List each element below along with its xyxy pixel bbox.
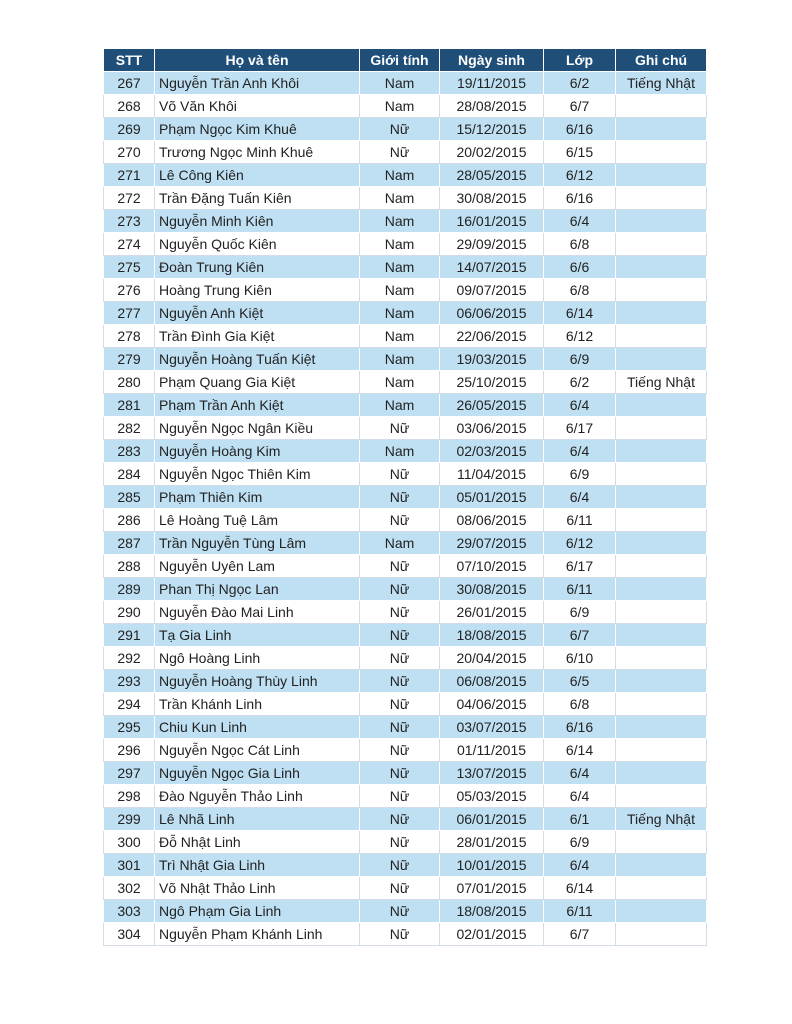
cell-name: Nguyễn Hoàng Kim xyxy=(155,440,360,463)
cell-birthdate: 13/07/2015 xyxy=(440,762,544,785)
cell-name: Ngô Phạm Gia Linh xyxy=(155,900,360,923)
cell-stt: 267 xyxy=(104,72,155,95)
cell-name: Tạ Gia Linh xyxy=(155,624,360,647)
table-row xyxy=(104,325,707,348)
table-row xyxy=(104,647,707,670)
cell-class: 6/11 xyxy=(544,578,616,601)
cell-name: Nguyễn Ngọc Cát Linh xyxy=(155,739,360,762)
cell-birthdate: 06/06/2015 xyxy=(440,302,544,325)
cell-gender: Nam xyxy=(360,325,440,348)
table-row xyxy=(104,417,707,440)
cell-class: 6/15 xyxy=(544,141,616,164)
cell-class: 6/1 xyxy=(544,808,616,831)
cell-birthdate: 28/05/2015 xyxy=(440,164,544,187)
cell-class: 6/12 xyxy=(544,164,616,187)
cell-note xyxy=(616,256,707,279)
cell-class: 6/7 xyxy=(544,95,616,118)
cell-note xyxy=(616,647,707,670)
cell-name: Trần Đặng Tuấn Kiên xyxy=(155,187,360,210)
cell-stt: 284 xyxy=(104,463,155,486)
table-row xyxy=(104,302,707,325)
cell-gender: Nam xyxy=(360,532,440,555)
cell-class: 6/17 xyxy=(544,555,616,578)
table-row xyxy=(104,762,707,785)
table-row xyxy=(104,923,707,946)
cell-stt: 269 xyxy=(104,118,155,141)
cell-gender: Nữ xyxy=(360,693,440,716)
cell-stt: 297 xyxy=(104,762,155,785)
cell-stt: 275 xyxy=(104,256,155,279)
cell-class: 6/4 xyxy=(544,762,616,785)
cell-note xyxy=(616,624,707,647)
cell-name: Hoàng Trung Kiên xyxy=(155,279,360,302)
table-row xyxy=(104,739,707,762)
table-row xyxy=(104,854,707,877)
cell-gender: Nam xyxy=(360,187,440,210)
table-row xyxy=(104,532,707,555)
table-row xyxy=(104,141,707,164)
table-row xyxy=(104,624,707,647)
cell-class: 6/9 xyxy=(544,463,616,486)
table-row xyxy=(104,95,707,118)
table-row xyxy=(104,164,707,187)
cell-birthdate: 02/03/2015 xyxy=(440,440,544,463)
cell-gender: Nam xyxy=(360,256,440,279)
cell-name: Trần Nguyễn Tùng Lâm xyxy=(155,532,360,555)
table-header-row xyxy=(104,49,707,72)
cell-stt: 276 xyxy=(104,279,155,302)
column-header-gender: Giới tính xyxy=(360,49,440,72)
table-row xyxy=(104,785,707,808)
column-header-class: Lớp xyxy=(544,49,616,72)
cell-gender: Nữ xyxy=(360,601,440,624)
cell-stt: 304 xyxy=(104,923,155,946)
cell-note xyxy=(616,601,707,624)
cell-name: Lê Nhã Linh xyxy=(155,808,360,831)
cell-birthdate: 16/01/2015 xyxy=(440,210,544,233)
cell-gender: Nữ xyxy=(360,141,440,164)
cell-note xyxy=(616,831,707,854)
cell-class: 6/14 xyxy=(544,739,616,762)
cell-birthdate: 19/03/2015 xyxy=(440,348,544,371)
table-row xyxy=(104,601,707,624)
cell-birthdate: 28/08/2015 xyxy=(440,95,544,118)
cell-stt: 293 xyxy=(104,670,155,693)
column-header-stt: STT xyxy=(104,49,155,72)
cell-class: 6/4 xyxy=(544,210,616,233)
cell-note xyxy=(616,417,707,440)
cell-birthdate: 05/03/2015 xyxy=(440,785,544,808)
cell-note xyxy=(616,509,707,532)
table-row xyxy=(104,233,707,256)
cell-stt: 278 xyxy=(104,325,155,348)
cell-birthdate: 18/08/2015 xyxy=(440,624,544,647)
cell-name: Đỗ Nhật Linh xyxy=(155,831,360,854)
cell-birthdate: 20/02/2015 xyxy=(440,141,544,164)
table-row xyxy=(104,555,707,578)
cell-stt: 303 xyxy=(104,900,155,923)
cell-name: Nguyễn Ngọc Ngân Kiều xyxy=(155,417,360,440)
cell-gender: Nữ xyxy=(360,624,440,647)
cell-gender: Nam xyxy=(360,233,440,256)
cell-gender: Nữ xyxy=(360,808,440,831)
cell-class: 6/11 xyxy=(544,509,616,532)
cell-name: Lê Hoàng Tuệ Lâm xyxy=(155,509,360,532)
cell-birthdate: 18/08/2015 xyxy=(440,900,544,923)
table-row xyxy=(104,348,707,371)
cell-name: Nguyễn Anh Kiệt xyxy=(155,302,360,325)
cell-stt: 295 xyxy=(104,716,155,739)
cell-birthdate: 02/01/2015 xyxy=(440,923,544,946)
cell-birthdate: 26/01/2015 xyxy=(440,601,544,624)
cell-stt: 292 xyxy=(104,647,155,670)
cell-name: Nguyễn Quốc Kiên xyxy=(155,233,360,256)
cell-name: Trương Ngọc Minh Khuê xyxy=(155,141,360,164)
table-row xyxy=(104,808,707,831)
cell-note xyxy=(616,877,707,900)
cell-birthdate: 29/09/2015 xyxy=(440,233,544,256)
cell-birthdate: 09/07/2015 xyxy=(440,279,544,302)
table-row xyxy=(104,509,707,532)
student-list-sheet xyxy=(103,48,706,946)
cell-class: 6/14 xyxy=(544,302,616,325)
table-row xyxy=(104,210,707,233)
cell-name: Lê Công Kiên xyxy=(155,164,360,187)
cell-class: 6/4 xyxy=(544,440,616,463)
cell-stt: 268 xyxy=(104,95,155,118)
cell-birthdate: 29/07/2015 xyxy=(440,532,544,555)
cell-gender: Nam xyxy=(360,72,440,95)
cell-birthdate: 07/10/2015 xyxy=(440,555,544,578)
cell-class: 6/12 xyxy=(544,325,616,348)
cell-stt: 280 xyxy=(104,371,155,394)
cell-note xyxy=(616,555,707,578)
cell-name: Võ Văn Khôi xyxy=(155,95,360,118)
cell-note xyxy=(616,394,707,417)
cell-name: Nguyễn Đào Mai Linh xyxy=(155,601,360,624)
cell-note xyxy=(616,233,707,256)
cell-note xyxy=(616,463,707,486)
student-table xyxy=(103,48,707,946)
table-row xyxy=(104,693,707,716)
cell-name: Nguyễn Minh Kiên xyxy=(155,210,360,233)
cell-gender: Nam xyxy=(360,302,440,325)
column-header-birthdate: Ngày sinh xyxy=(440,49,544,72)
cell-gender: Nữ xyxy=(360,716,440,739)
cell-note xyxy=(616,854,707,877)
table-row xyxy=(104,578,707,601)
cell-gender: Nữ xyxy=(360,877,440,900)
cell-stt: 273 xyxy=(104,210,155,233)
cell-class: 6/12 xyxy=(544,532,616,555)
cell-gender: Nữ xyxy=(360,486,440,509)
cell-stt: 290 xyxy=(104,601,155,624)
cell-birthdate: 10/01/2015 xyxy=(440,854,544,877)
table-body xyxy=(104,72,707,946)
table-row xyxy=(104,371,707,394)
cell-class: 6/5 xyxy=(544,670,616,693)
cell-stt: 270 xyxy=(104,141,155,164)
table-row xyxy=(104,72,707,95)
cell-stt: 274 xyxy=(104,233,155,256)
cell-note: Tiếng Nhật xyxy=(616,371,707,394)
table-row xyxy=(104,187,707,210)
cell-birthdate: 06/01/2015 xyxy=(440,808,544,831)
cell-birthdate: 26/05/2015 xyxy=(440,394,544,417)
cell-gender: Nữ xyxy=(360,854,440,877)
cell-stt: 289 xyxy=(104,578,155,601)
cell-note xyxy=(616,739,707,762)
cell-gender: Nữ xyxy=(360,785,440,808)
cell-name: Phạm Ngọc Kim Khuê xyxy=(155,118,360,141)
cell-gender: Nữ xyxy=(360,831,440,854)
cell-birthdate: 11/04/2015 xyxy=(440,463,544,486)
cell-name: Đoàn Trung Kiên xyxy=(155,256,360,279)
cell-gender: Nữ xyxy=(360,509,440,532)
cell-gender: Nữ xyxy=(360,670,440,693)
cell-class: 6/4 xyxy=(544,854,616,877)
cell-name: Chiu Kun Linh xyxy=(155,716,360,739)
cell-note xyxy=(616,670,707,693)
table-row xyxy=(104,463,707,486)
cell-note xyxy=(616,578,707,601)
cell-birthdate: 30/08/2015 xyxy=(440,578,544,601)
cell-stt: 300 xyxy=(104,831,155,854)
cell-class: 6/4 xyxy=(544,785,616,808)
cell-stt: 287 xyxy=(104,532,155,555)
cell-note xyxy=(616,325,707,348)
cell-birthdate: 15/12/2015 xyxy=(440,118,544,141)
cell-stt: 291 xyxy=(104,624,155,647)
cell-class: 6/11 xyxy=(544,900,616,923)
cell-note xyxy=(616,210,707,233)
cell-note xyxy=(616,279,707,302)
cell-stt: 302 xyxy=(104,877,155,900)
cell-name: Phạm Quang Gia Kiệt xyxy=(155,371,360,394)
cell-name: Võ Nhật Thảo Linh xyxy=(155,877,360,900)
cell-gender: Nam xyxy=(360,440,440,463)
cell-note xyxy=(616,785,707,808)
cell-class: 6/8 xyxy=(544,279,616,302)
cell-stt: 283 xyxy=(104,440,155,463)
cell-gender: Nữ xyxy=(360,900,440,923)
cell-note xyxy=(616,440,707,463)
cell-gender: Nam xyxy=(360,371,440,394)
cell-birthdate: 03/07/2015 xyxy=(440,716,544,739)
cell-name: Đào Nguyễn Thảo Linh xyxy=(155,785,360,808)
cell-name: Nguyễn Hoàng Tuấn Kiệt xyxy=(155,348,360,371)
cell-class: 6/2 xyxy=(544,72,616,95)
cell-gender: Nữ xyxy=(360,555,440,578)
cell-gender: Nam xyxy=(360,348,440,371)
cell-name: Nguyễn Ngọc Thiên Kim xyxy=(155,463,360,486)
table-row xyxy=(104,486,707,509)
cell-birthdate: 14/07/2015 xyxy=(440,256,544,279)
cell-class: 6/14 xyxy=(544,877,616,900)
cell-gender: Nam xyxy=(360,95,440,118)
table-row xyxy=(104,670,707,693)
cell-note xyxy=(616,302,707,325)
cell-note xyxy=(616,923,707,946)
cell-stt: 272 xyxy=(104,187,155,210)
cell-birthdate: 05/01/2015 xyxy=(440,486,544,509)
cell-class: 6/4 xyxy=(544,486,616,509)
cell-gender: Nữ xyxy=(360,923,440,946)
cell-stt: 286 xyxy=(104,509,155,532)
cell-gender: Nữ xyxy=(360,739,440,762)
cell-birthdate: 25/10/2015 xyxy=(440,371,544,394)
cell-note xyxy=(616,693,707,716)
column-header-note: Ghi chú xyxy=(616,49,707,72)
cell-birthdate: 06/08/2015 xyxy=(440,670,544,693)
cell-gender: Nữ xyxy=(360,762,440,785)
cell-name: Trần Đình Gia Kiệt xyxy=(155,325,360,348)
cell-class: 6/9 xyxy=(544,601,616,624)
cell-birthdate: 03/06/2015 xyxy=(440,417,544,440)
cell-birthdate: 19/11/2015 xyxy=(440,72,544,95)
cell-name: Phạm Thiên Kim xyxy=(155,486,360,509)
cell-note xyxy=(616,486,707,509)
cell-gender: Nam xyxy=(360,394,440,417)
table-row xyxy=(104,256,707,279)
cell-birthdate: 30/08/2015 xyxy=(440,187,544,210)
cell-gender: Nam xyxy=(360,164,440,187)
cell-stt: 285 xyxy=(104,486,155,509)
cell-birthdate: 01/11/2015 xyxy=(440,739,544,762)
cell-note xyxy=(616,716,707,739)
cell-birthdate: 08/06/2015 xyxy=(440,509,544,532)
cell-class: 6/9 xyxy=(544,831,616,854)
cell-name: Phan Thị Ngọc Lan xyxy=(155,578,360,601)
cell-class: 6/10 xyxy=(544,647,616,670)
cell-class: 6/2 xyxy=(544,371,616,394)
cell-gender: Nữ xyxy=(360,463,440,486)
cell-note: Tiếng Nhật xyxy=(616,808,707,831)
cell-note xyxy=(616,348,707,371)
cell-name: Ngô Hoàng Linh xyxy=(155,647,360,670)
table-row xyxy=(104,900,707,923)
cell-stt: 281 xyxy=(104,394,155,417)
cell-stt: 288 xyxy=(104,555,155,578)
cell-name: Nguyễn Trần Anh Khôi xyxy=(155,72,360,95)
cell-stt: 299 xyxy=(104,808,155,831)
cell-note xyxy=(616,95,707,118)
cell-birthdate: 28/01/2015 xyxy=(440,831,544,854)
table-row xyxy=(104,440,707,463)
cell-class: 6/8 xyxy=(544,693,616,716)
cell-note xyxy=(616,532,707,555)
cell-birthdate: 07/01/2015 xyxy=(440,877,544,900)
cell-stt: 277 xyxy=(104,302,155,325)
cell-gender: Nam xyxy=(360,210,440,233)
cell-stt: 294 xyxy=(104,693,155,716)
cell-gender: Nữ xyxy=(360,118,440,141)
cell-birthdate: 22/06/2015 xyxy=(440,325,544,348)
cell-note xyxy=(616,762,707,785)
cell-gender: Nữ xyxy=(360,578,440,601)
cell-name: Trì Nhật Gia Linh xyxy=(155,854,360,877)
cell-class: 6/7 xyxy=(544,624,616,647)
cell-stt: 282 xyxy=(104,417,155,440)
cell-note xyxy=(616,118,707,141)
cell-class: 6/9 xyxy=(544,348,616,371)
cell-stt: 271 xyxy=(104,164,155,187)
cell-class: 6/16 xyxy=(544,118,616,141)
table-row xyxy=(104,279,707,302)
cell-stt: 301 xyxy=(104,854,155,877)
cell-stt: 296 xyxy=(104,739,155,762)
cell-note: Tiếng Nhật xyxy=(616,72,707,95)
cell-class: 6/6 xyxy=(544,256,616,279)
cell-stt: 279 xyxy=(104,348,155,371)
cell-name: Nguyễn Uyên Lam xyxy=(155,555,360,578)
cell-class: 6/16 xyxy=(544,187,616,210)
column-header-name: Họ và tên xyxy=(155,49,360,72)
cell-name: Phạm Trần Anh Kiệt xyxy=(155,394,360,417)
cell-class: 6/17 xyxy=(544,417,616,440)
cell-note xyxy=(616,141,707,164)
table-row xyxy=(104,118,707,141)
cell-note xyxy=(616,164,707,187)
cell-class: 6/16 xyxy=(544,716,616,739)
cell-class: 6/8 xyxy=(544,233,616,256)
table-row xyxy=(104,831,707,854)
table-row xyxy=(104,394,707,417)
cell-birthdate: 04/06/2015 xyxy=(440,693,544,716)
cell-gender: Nữ xyxy=(360,647,440,670)
cell-gender: Nam xyxy=(360,279,440,302)
cell-class: 6/7 xyxy=(544,923,616,946)
cell-class: 6/4 xyxy=(544,394,616,417)
cell-name: Nguyễn Hoàng Thùy Linh xyxy=(155,670,360,693)
cell-name: Nguyễn Phạm Khánh Linh xyxy=(155,923,360,946)
cell-gender: Nữ xyxy=(360,417,440,440)
cell-stt: 298 xyxy=(104,785,155,808)
table-row xyxy=(104,716,707,739)
cell-name: Trần Khánh Linh xyxy=(155,693,360,716)
table-row xyxy=(104,877,707,900)
cell-note xyxy=(616,187,707,210)
cell-name: Nguyễn Ngọc Gia Linh xyxy=(155,762,360,785)
cell-note xyxy=(616,900,707,923)
cell-birthdate: 20/04/2015 xyxy=(440,647,544,670)
